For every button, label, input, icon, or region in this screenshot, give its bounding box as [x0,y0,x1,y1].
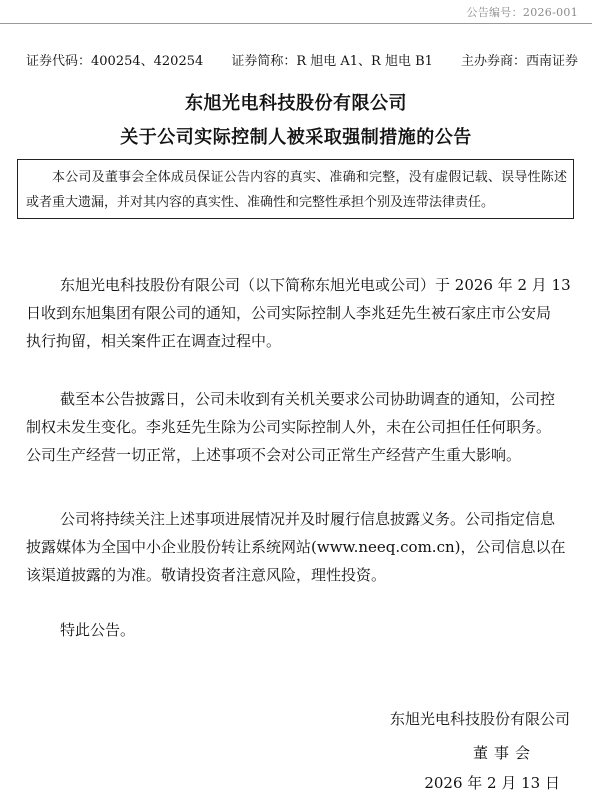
paragraph-1-line-2: 日收到东旭集团有限公司的通知，公司实际控制人李兆廷先生被石家庄市公安局 [26,304,552,322]
sponsor-broker-value: 西南证券 [525,54,578,69]
paragraph-control-status [26,385,580,469]
signature-company: 东旭光电科技股份有限公司 [389,710,570,728]
paragraph-2-line-1: 截至本公告披露日，公司未收到有关机关要求公司协助调查的通知，公司控 [60,390,556,408]
closing-remark: 特此公告。 [60,621,136,639]
signature-date: 2026 年 2 月 13 日 [424,774,560,792]
securities-abbreviation [231,50,433,69]
paragraph-1-line-1: 东旭光电科技股份有限公司（以下简称东旭光电或公司）于 2026 年 2 月 13 [60,276,571,294]
securities-code-value: 400254、420254 [91,54,204,69]
securities-code [26,50,203,69]
paragraph-detention-notice [26,271,580,355]
paragraph-closing [56,616,580,644]
securities-code-label: 证券代码： [26,54,92,69]
securities-abbreviation-label: 证券简称： [231,54,297,69]
announcement-code: 公告编号：2026-001 [466,6,578,19]
responsibility-notice-box [17,159,574,219]
header-divider [0,23,592,24]
sponsor-broker [461,50,578,69]
paragraph-3-line-1: 公司将持续关注上述事项进展情况并及时履行信息披露义务。公司指定信息 [60,510,556,528]
paragraph-2-line-2: 制权未发生变化。李兆廷先生除为公司实际控制人外，未在公司担任任何职务。 [26,418,552,436]
announcement-title: 关于公司实际控制人被采取强制措施的公告 [120,127,472,148]
paragraph-2-line-3: 公司生产经营一切正常，上述事项不会对公司正常生产经营产生重大影响。 [26,446,522,464]
company-title: 东旭光电科技股份有限公司 [185,93,407,114]
responsibility-notice-text: 本公司及董事会全体成员保证公告内容的真实、准确和完整，没有虚假记载、误导性陈述或者重大遗漏，并对其内容的真实性、准确性和完整性承担个别及连带法律责任。 [26,170,567,210]
securities-meta-row [26,50,578,69]
paragraph-disclosure [26,505,580,589]
paragraph-1-line-3: 执行拘留，相关案件正在调查过程中。 [26,332,282,350]
paragraph-3-line-2: 披露媒体为全国中小企业股份转让系统网站(www.neeq.com.cn)，公司信息以在 [26,538,566,556]
securities-abbreviation-value: R 旭电 A1、R 旭电 B1 [296,54,433,69]
signature-board: 董事会 [472,744,536,762]
sponsor-broker-label: 主办券商： [460,54,526,69]
paragraph-3-line-3: 该渠道披露的为准。敬请投资者注意风险，理性投资。 [26,566,387,584]
